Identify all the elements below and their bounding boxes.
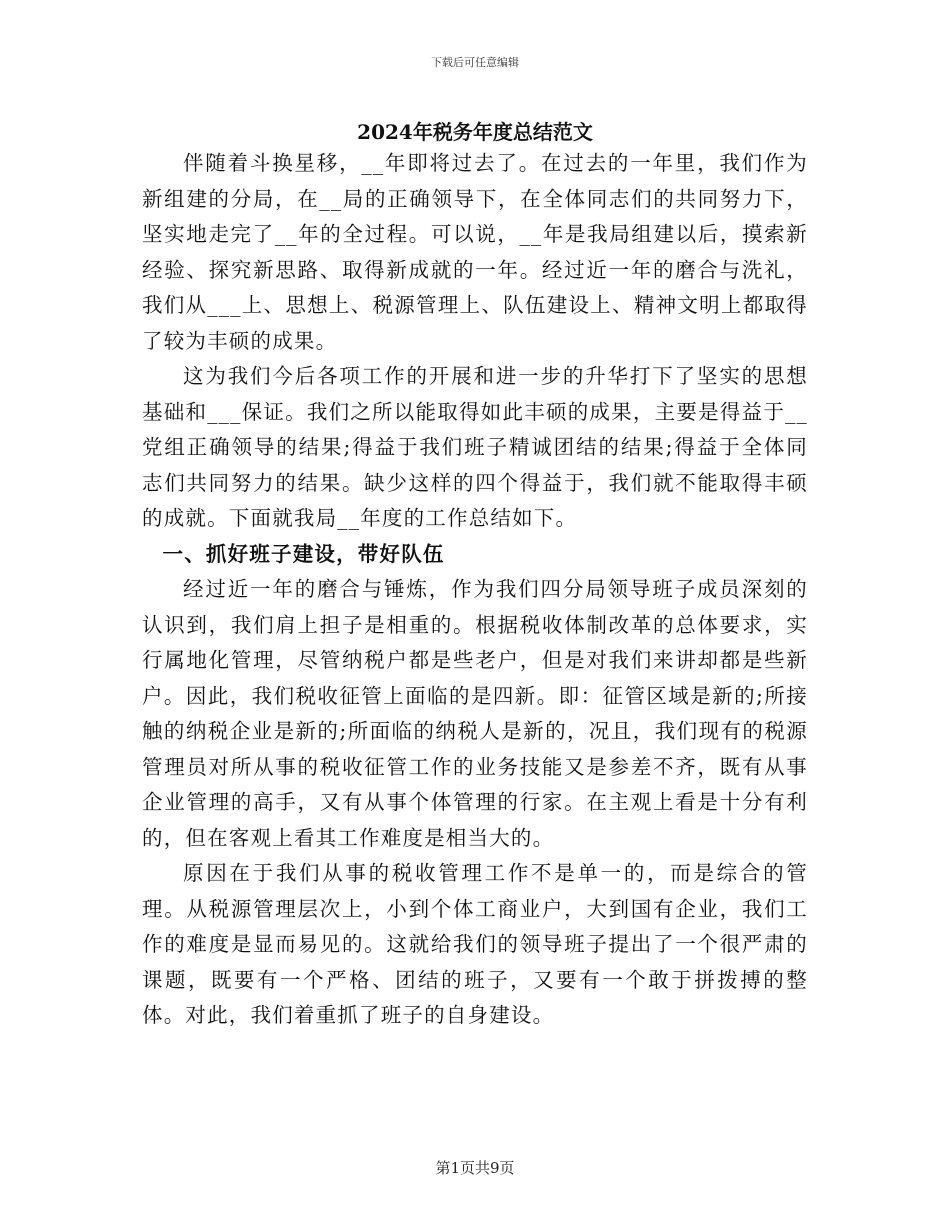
section-heading: 一、抓好班子建设，带好队伍 xyxy=(162,541,445,566)
document-title: 2024年税务年度总结范文 xyxy=(357,120,593,144)
header-note: 下载后可任意编辑 xyxy=(431,56,519,69)
paragraph: 这为我们今后各项工作的开展和进一步的升华打下了坚实的思想基础和___保证。我们之所以能取得如此丰硕的成果，主要是得益于__党组正确领导的结果;得益于我们班子精诚团结的结果;得益于全体同志们共同努力的结果。缺少这样的四个得益于，我们就不能取得丰硕的成就。下面就我局__年度的工作总结如下。 xyxy=(142,364,808,530)
paragraph: 伴随着斗换星移，__年即将过去了。在过去的一年里，我们作为新组建的分局，在__局的正确领导下，在全体同志们的共同努力下，坚实地走完了__年的全过程。可以说，__年是我局组建以后，摸索新经验、探究新思路、取得新成就的一年。经过近一年的磨合与洗礼，我们从___上、思想上、税源管理上、队伍建设上、精神文明上都取得了较为丰硕的成果。 xyxy=(142,151,808,353)
page-footer: 第1页共9页 xyxy=(435,1159,515,1177)
paragraph: 原因在于我们从事的税收管理工作不是单一的，而是综合的管理。从税源管理层次上，小到个体工商业户，大到国有企业，我们工作的难度是显而易见的。这就给我们的领导班子提出了一个很严肃的课题，既要有一个严格、团结的班子，又要有一个敢于拼拨搏的整体。对此，我们着重抓了班子的自身建设。 xyxy=(142,861,808,1027)
paragraph: 经过近一年的磨合与锤炼，作为我们四分局领导班子成员深刻的认识到，我们肩上担子是相重的。根据税收体制改革的总体要求，实行属地化管理，尽管纳税户都是些老户，但是对我们来讲却都是些新户。因此，我们税收征管上面临的是四新。即：征管区域是新的;所接触的纳税企业是新的;所面临的纳税人是新的，况且，我们现有的税源管理员对所从事的税收征管工作的业务技能又是参差不齐，既有从事企业管理的高手，又有从事个体管理的行家。在主观上看是十分有利的，但在客观上看其工作难度是相当大的。 xyxy=(142,577,808,850)
document-body xyxy=(142,146,808,1034)
